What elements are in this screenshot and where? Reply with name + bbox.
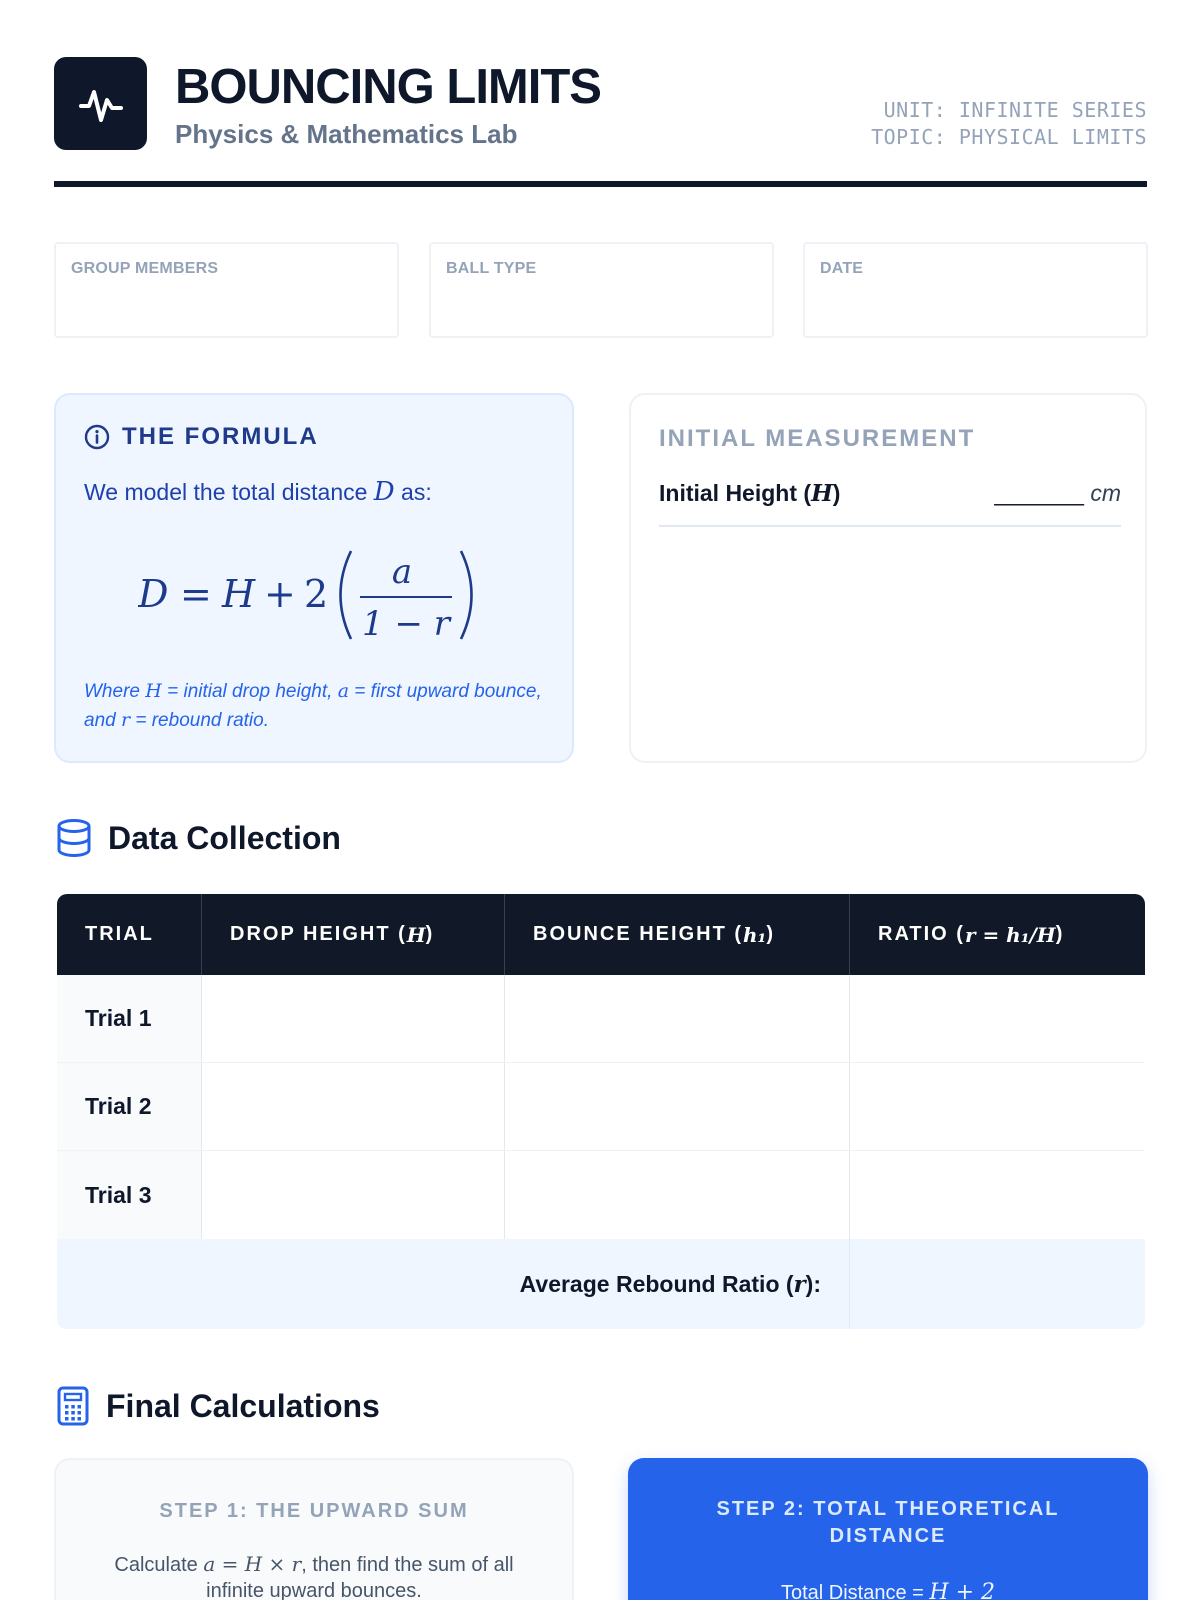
ratio-cell[interactable]	[850, 1063, 1145, 1150]
table-row	[57, 975, 1145, 1063]
data-collection-title: Data Collection	[108, 819, 341, 856]
unit-label: cm	[1090, 480, 1121, 506]
eq-plus: +	[264, 572, 296, 616]
eq-lhs: D	[138, 572, 169, 616]
eq-equals: =	[180, 572, 212, 616]
data-collection-header	[56, 818, 341, 858]
topic-label: TOPIC: PHYSICAL LIMITS	[871, 125, 1147, 149]
step1-card	[54, 1458, 574, 1600]
formula-intro: We model the total distance D as:	[84, 477, 432, 507]
step2-text: Total Distance = H + 2	[780, 1580, 996, 1600]
table-row	[57, 1063, 1145, 1151]
pulse-icon	[77, 80, 125, 128]
data-table	[57, 894, 1145, 1329]
formula-note: Where H = initial drop height, a = first upward bounce, and r = rebound ratio.	[84, 680, 542, 731]
trial-label: Trial 2	[57, 1063, 202, 1150]
database-icon	[56, 818, 92, 858]
initial-measurement-card	[629, 393, 1147, 763]
ratio-cell[interactable]	[850, 975, 1145, 1062]
drop-height-cell[interactable]	[202, 975, 505, 1062]
bounce-height-cell[interactable]	[505, 1063, 850, 1150]
eq-right-paren	[461, 551, 472, 639]
drop-height-cell[interactable]	[202, 1063, 505, 1150]
table-header	[57, 894, 1145, 975]
eq-numerator: a	[391, 552, 413, 592]
bounce-height-cell[interactable]	[505, 1151, 850, 1239]
group-members-label: GROUP MEMBERS	[71, 260, 219, 277]
eq-denominator: 1 − r	[362, 604, 450, 644]
calculator-icon	[56, 1386, 90, 1426]
ball-type-field[interactable]	[429, 242, 774, 338]
page-title: BOUNCING LIMITS	[175, 60, 601, 114]
trial-label: Trial 3	[57, 1151, 202, 1239]
table-row	[57, 1151, 1145, 1239]
col-drop-height: DROP HEIGHT ( H )	[202, 894, 505, 975]
eq-left-paren	[341, 551, 352, 639]
bounce-height-cell[interactable]	[505, 975, 850, 1062]
page-header	[54, 57, 1147, 187]
ball-type-label: BALL TYPE	[446, 260, 537, 277]
trial-label: Trial 1	[57, 975, 202, 1062]
col-bounce-height: BOUNCE HEIGHT ( h₁ )	[505, 894, 850, 975]
formula-title: THE FORMULA	[122, 423, 319, 450]
date-field[interactable]	[803, 242, 1148, 338]
initial-height-blank[interactable]: _______ cm	[994, 480, 1121, 506]
page-subtitle: Physics & Mathematics Lab	[175, 119, 518, 149]
step2-title: STEP 2: TOTAL THEORETICAL DISTANCE	[716, 1498, 1060, 1547]
unit-label: UNIT: INFINITE SERIES	[883, 98, 1147, 122]
measurement-title: INITIAL MEASUREMENT	[659, 425, 976, 452]
group-members-field[interactable]	[54, 242, 399, 338]
initial-height-label: Initial Height (H)	[659, 480, 841, 507]
unit-topic-meta	[871, 97, 1147, 151]
header-divider	[54, 181, 1147, 187]
eq-two: 2	[304, 572, 329, 616]
final-calculations-title: Final Calculations	[106, 1387, 380, 1424]
drop-height-cell[interactable]	[202, 1151, 505, 1239]
step1-text: Calculate a = H × r, then find the sum of all infinite upward bounces.	[114, 1552, 514, 1600]
info-icon	[84, 424, 110, 450]
initial-height-row[interactable]	[659, 477, 1121, 527]
eq-h: H	[222, 572, 256, 616]
step1-title: STEP 1: THE UPWARD SUM	[159, 1500, 469, 1522]
col-ratio: RATIO ( r = h₁/H )	[878, 922, 1065, 947]
average-row	[57, 1239, 1145, 1329]
date-label: DATE	[820, 260, 864, 277]
formula-card	[54, 393, 574, 763]
average-ratio-cell[interactable]	[850, 1239, 1145, 1329]
formula-equation	[138, 545, 498, 645]
final-calculations-header	[56, 1386, 380, 1426]
ratio-cell[interactable]	[850, 1151, 1145, 1239]
step2-card	[628, 1458, 1148, 1600]
col-trial: TRIAL	[57, 894, 202, 975]
formula-header	[84, 423, 319, 451]
average-ratio-label: Average Rebound Ratio ( r ):	[57, 1239, 850, 1329]
logo	[54, 57, 147, 150]
